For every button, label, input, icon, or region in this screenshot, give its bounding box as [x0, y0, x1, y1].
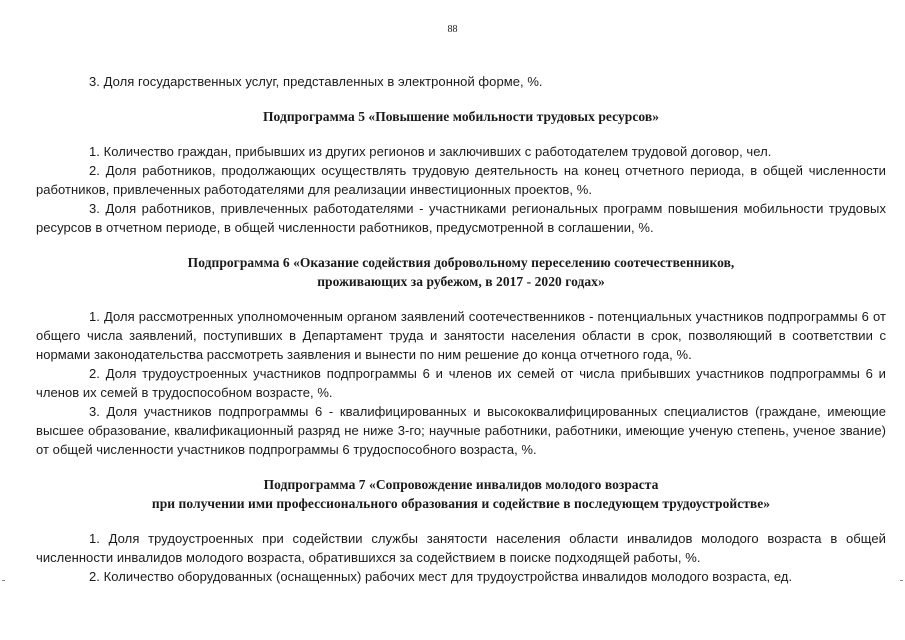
indicator-paragraph: 3. Доля участников подпрограммы 6 - квалифицированных и высококвалифицированных специалистов (граждане, имеющие высшее образование, квалификационный разряд не ниже 3-го; научные работники, работники, имеющие ученую степень, ученое звание) от общей численности участников подпрограммы 6 трудоспособного возраста, %. [36, 404, 886, 457]
scan-edge-mark [900, 580, 903, 581]
subprogram-6-heading [36, 253, 886, 291]
indicator-paragraph: 2. Количество оборудованных (оснащенных) рабочих мест для трудоустройства инвалидов молодого возраста, ед. [89, 569, 793, 584]
indicator-paragraph: 1. Количество граждан, прибывших из других регионов и заключивших с работодателем трудовой договор, чел. [89, 144, 772, 159]
heading-line: проживающих за рубежом, в 2017 - 2020 годах» [317, 274, 605, 289]
heading-line: Подпрограмма 7 «Сопровождение инвалидов молодого возраста [263, 477, 659, 492]
page-number: 88 [447, 24, 458, 35]
heading-line: при получении ими профессионального образования и содействие в последующем трудоустройстве» [151, 496, 771, 511]
indicator-paragraph: 2. Доля трудоустроенных участников подпрограммы 6 и членов их семей от числа прибывших участников подпрограммы 6 и членов их семей в трудоспособном возрасте, %. [36, 366, 886, 400]
heading-line: Подпрограмма 5 «Повышение мобильности трудовых ресурсов» [263, 109, 659, 124]
indicator-paragraph: 3. Доля работников, привлеченных работодателями - участниками региональных программ повышения мобильности трудовых ресурсов в отчетном периоде, в общей численности работников, предусмотренной в соглашении, %. [36, 201, 886, 235]
heading-line: Подпрограмма 6 «Оказание содействия добровольному переселению соотечественников, [187, 255, 735, 270]
indicator-paragraph: 3. Доля государственных услуг, представленных в электронной форме, %. [89, 74, 543, 89]
indicator-paragraph: 1. Доля трудоустроенных при содействии службы занятости населения области инвалидов молодого возраста в общей численности инвалидов молодого возраста, обратившихся за содействием в поиске подходящей работы, %. [36, 531, 886, 565]
indicator-paragraph: 2. Доля работников, продолжающих осуществлять трудовую деятельность на конец отчетного периода, в общей численности работников, привлеченных работодателями для реализации инвестиционных проектов, %. [36, 163, 886, 197]
subprogram-5-heading [36, 107, 886, 126]
subprogram-7-heading [36, 475, 886, 513]
indicator-paragraph: 1. Доля рассмотренных уполномоченным органом заявлений соотечественников - потенциальных участников подпрограммы 6 от общего числа заявлений, поступивших в Департамент труда и занятости населения области в срок, позволяющий в соответствии с нормами законодательства рассмотреть заявления и вынести по ним решение до конца отчетного года, %. [36, 309, 886, 362]
scan-edge-mark [2, 580, 5, 581]
document-body [36, 72, 886, 586]
